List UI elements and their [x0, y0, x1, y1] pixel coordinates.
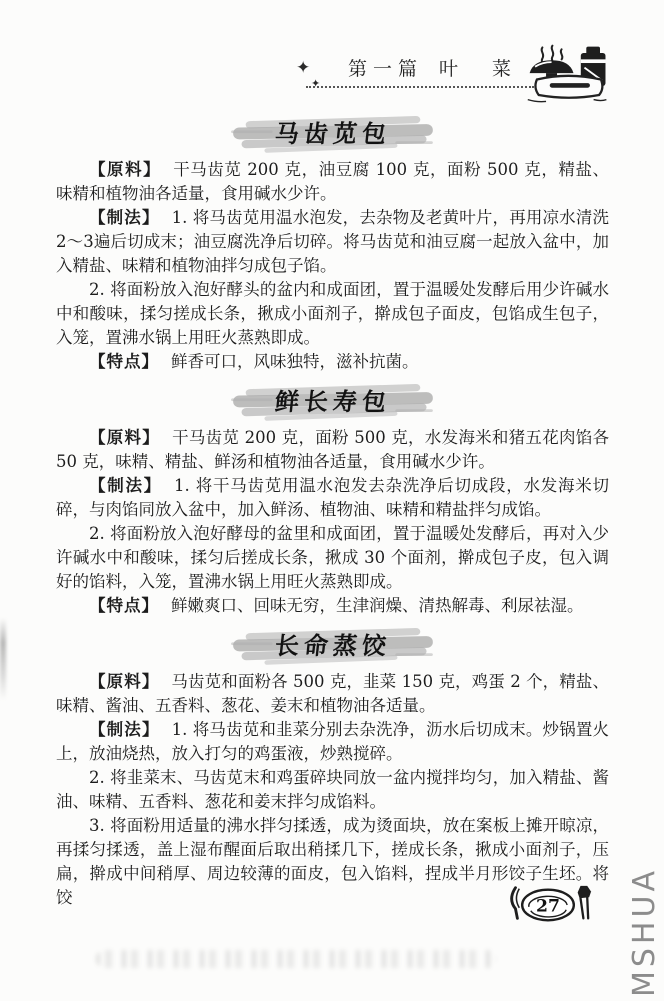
section-label: 【特点】 [89, 596, 159, 615]
method-paragraph [56, 474, 609, 522]
recipe-title: 马齿苋包 [273, 119, 393, 148]
sparkle-icon [296, 58, 310, 78]
recipe-title-banner [229, 382, 437, 422]
section-char: 菜 [492, 58, 512, 80]
feature-paragraph [56, 594, 609, 618]
feature-text: 鲜香可口，风味独特，滋补抗菌。 [171, 352, 419, 371]
ingredients-text: 干马齿苋 200 克，面粉 500 克，水发海米和猪五花肉馅各 50 克，味精、精盐、鲜汤和植物油各适量，食用碱水少许。 [56, 428, 609, 471]
page-content [56, 114, 609, 910]
method-paragraph [56, 206, 609, 278]
method-paragraph [56, 766, 609, 814]
section-label: 【原料】 [89, 672, 160, 691]
ingredients-paragraph [56, 158, 609, 206]
section-label: 【制法】 [89, 208, 160, 227]
feature-text: 鲜嫩爽口、回味无穷，生津润燥、清热解毒、利尿祛湿。 [171, 596, 584, 615]
recipe-section [56, 626, 609, 910]
method-paragraph [56, 522, 609, 594]
method-text: 1. 将干马齿苋用温水泡发去杂洗净后切成段，水发海米切碎，与肉馅同放入盆中，加入鲜汤、植物油、味精和精盐拌匀成馅。 [56, 476, 609, 519]
scan-smudge [0, 618, 6, 700]
method-text: 2. 将面粉放入泡好酵母的盆里和成面团，置于温暖处发酵后，再对入少许碱水中和酸味，揉匀后搓成长条，揪成 30 个面剂，擀成包子皮，包入调好的馅料，入笼，置沸水锅上用旺火蒸熟即成。 [56, 524, 609, 591]
section-label: 【特点】 [89, 352, 159, 371]
method-text: 1. 将马齿苋和韭菜分别去杂洗净，沥水后切成末。炒锅置火上，放油烧热，放入打匀的鸡蛋液，炒熟搅碎。 [56, 720, 609, 763]
method-paragraph [56, 718, 609, 766]
watermark: MSHUA [627, 867, 662, 997]
section-label: 【制法】 [89, 720, 160, 739]
recipe-title: 长命蒸饺 [273, 631, 393, 660]
steaming-dish-icon [522, 42, 614, 106]
plate-page-number [502, 882, 594, 926]
chapter-label: 第一篇 [348, 58, 424, 80]
recipe-title-banner [229, 114, 437, 154]
ingredients-paragraph [56, 670, 609, 718]
ingredients-text: 干马齿苋 200 克，油豆腐 100 克，面粉 500 克，精盐、味精和植物油各适量，食用碱水少许。 [56, 160, 610, 203]
method-text: 1. 将马齿苋用温水泡发，去杂物及老黄叶片，再用凉水清洗2～3遍后切成末；油豆腐洗净后切碎。将马齿苋和油豆腐一起放入盆中，加入精盐、味精和植物油拌匀成包子馅。 [56, 208, 609, 275]
sparkle-icon [311, 72, 320, 91]
recipe-section [56, 114, 609, 374]
dotted-rule [306, 86, 534, 88]
page-number: 27 [536, 896, 560, 917]
ghost-text-artifact [96, 950, 496, 968]
section-label: 【制法】 [89, 476, 162, 495]
ingredients-paragraph [56, 426, 609, 474]
section-label: 【原料】 [89, 428, 161, 447]
recipe-section [56, 382, 609, 618]
feature-paragraph [56, 350, 609, 374]
section-label: 【原料】 [89, 160, 162, 179]
section-char: 叶 [439, 58, 459, 80]
method-text: 2. 将韭菜末、马齿苋末和鸡蛋碎块同放一盆内搅拌均匀，加入精盐、酱油、味精、五香料、葱花和姜末拌匀成馅料。 [56, 768, 609, 811]
ingredients-text: 马齿苋和面粉各 500 克，韭菜 150 克，鸡蛋 2 个，精盐、味精、酱油、五香料、葱花、姜末和植物油各适量。 [56, 672, 609, 715]
method-text: 3. 将面粉用适量的沸水拌匀揉透，成为烫面块，放在案板上摊开晾凉，再揉匀揉透，盖上湿布醒面后取出稍揉几下，搓成长条，揪成小面剂子，压扁，擀成中间稍厚、周边较薄的面皮，包入馅料，捏成半月形饺子生坯。将饺 [56, 816, 609, 907]
method-paragraph [56, 278, 609, 350]
fork-icon [578, 886, 591, 898]
chapter-heading [348, 54, 511, 81]
page-header [0, 40, 664, 110]
recipe-title-banner [229, 626, 437, 666]
recipe-title: 鲜长寿包 [273, 387, 393, 416]
method-text: 2. 将面粉放入泡好酵头的盆内和成面团，置于温暖处发酵后用少许碱水中和酸味，揉匀搓成长条，揪成小面剂子，擀成包子面皮，包馅成生包子，入笼，置沸水锅上用旺火蒸熟即成。 [56, 280, 609, 347]
